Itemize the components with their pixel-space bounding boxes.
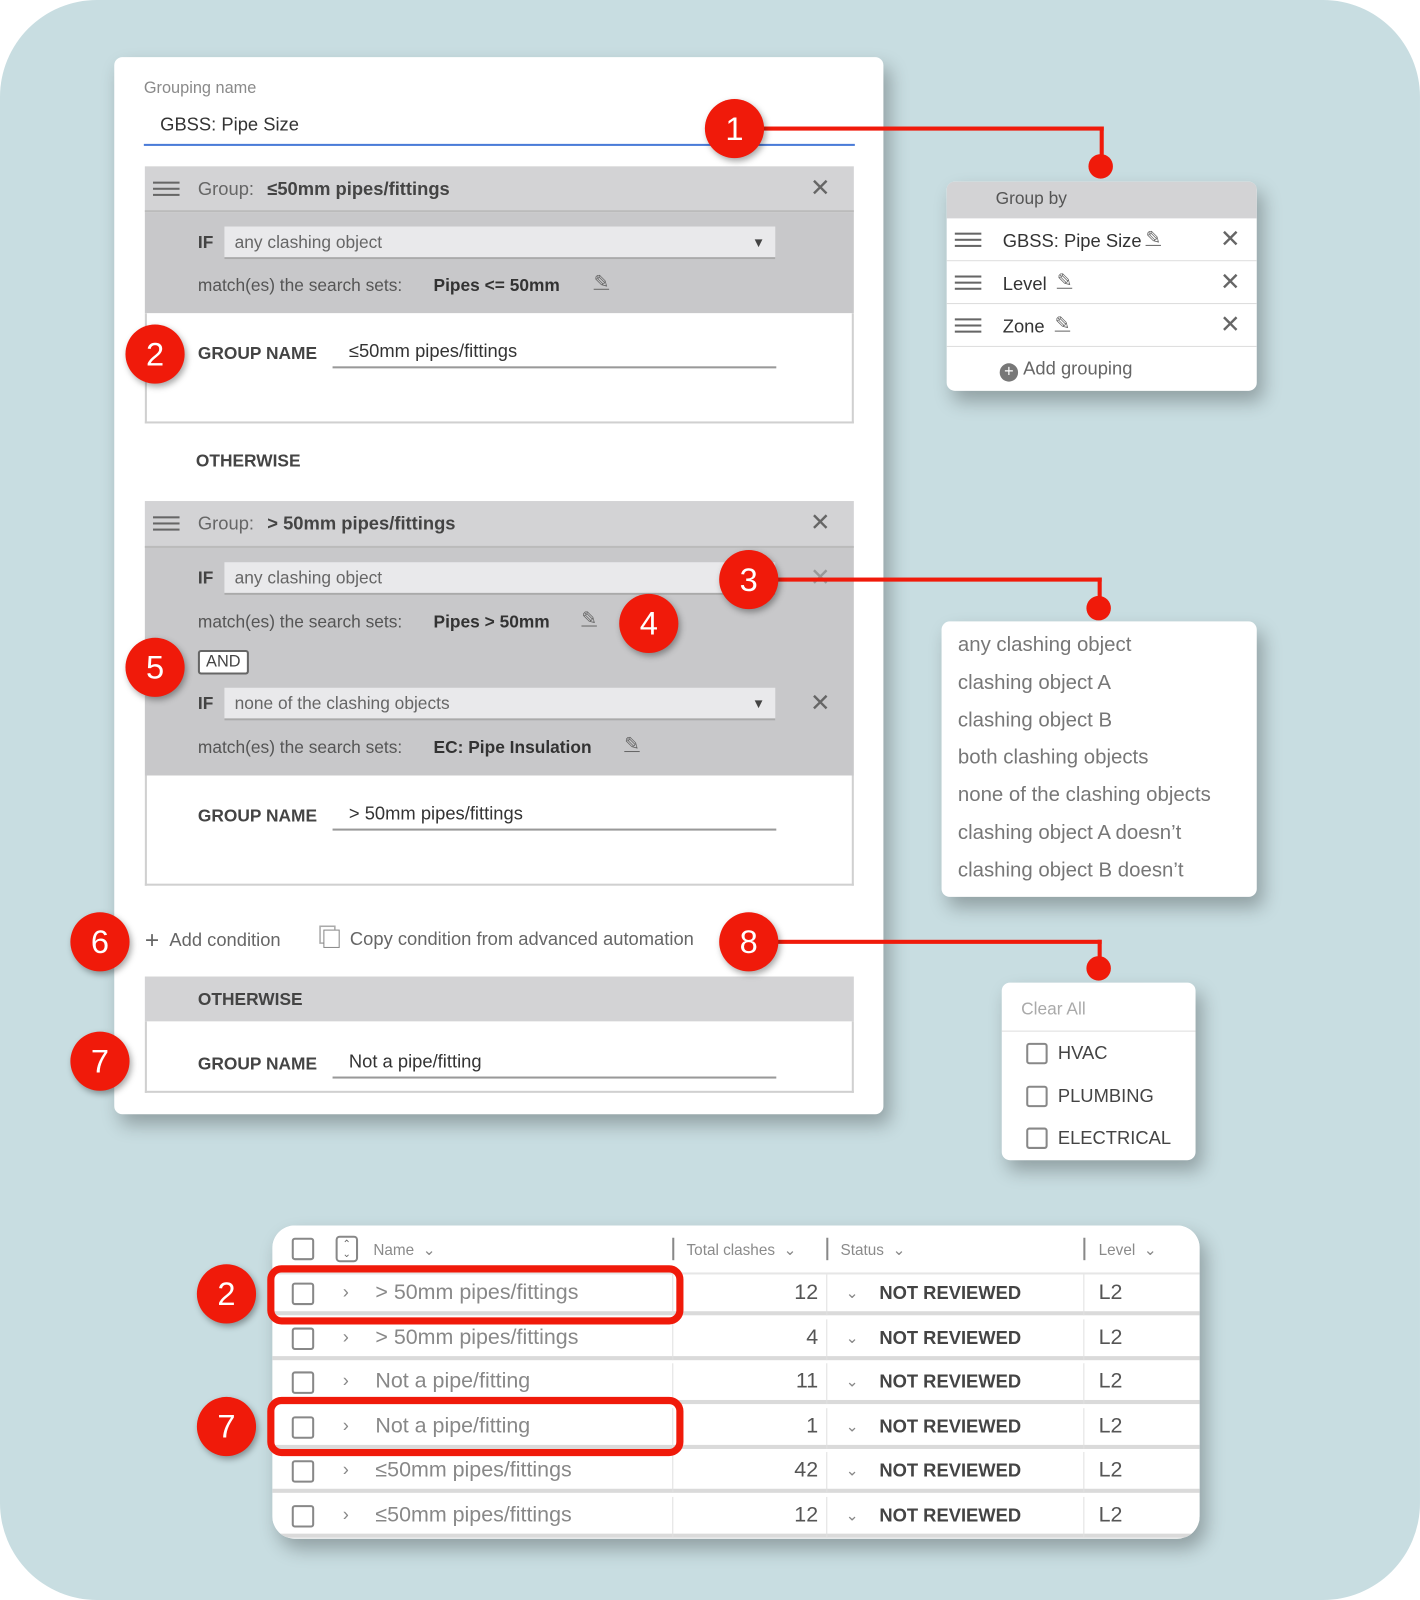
- callout-badge: 4: [619, 594, 678, 653]
- filter-checkbox[interactable]: [1026, 1128, 1047, 1149]
- status-chevron-icon[interactable]: ⌄: [845, 1418, 859, 1436]
- callout-badge: 2: [197, 1264, 256, 1323]
- status-chevron-icon[interactable]: ⌄: [845, 1462, 859, 1480]
- column-divider: [1083, 1452, 1084, 1493]
- row-checkbox[interactable]: [292, 1505, 314, 1527]
- plus-circle-icon: +: [1000, 363, 1018, 381]
- group-name-label: GROUP NAME: [197, 1054, 318, 1074]
- row-status: NOT REVIEWED: [879, 1282, 1022, 1304]
- edit-pencil-icon[interactable]: ✎: [1145, 227, 1161, 248]
- group-1-condition: [145, 212, 854, 313]
- row-level: L2: [1098, 1458, 1123, 1483]
- dropdown-option[interactable]: clashing object B doesn’t: [957, 858, 1184, 882]
- row-checkbox[interactable]: [292, 1372, 314, 1394]
- expand-chevron-icon[interactable]: ›: [342, 1370, 349, 1391]
- group-1-name-section: [145, 313, 854, 423]
- expand-chevron-icon[interactable]: ›: [342, 1415, 349, 1436]
- expand-chevron-icon[interactable]: ›: [342, 1504, 349, 1525]
- drag-handle-icon[interactable]: [955, 276, 982, 290]
- column-divider: [672, 1497, 673, 1538]
- group-prefix: Group:: [197, 178, 255, 199]
- connector-line: [763, 127, 1104, 131]
- table-row[interactable]: [272, 1497, 1199, 1538]
- row-total-clashes: 12: [794, 1503, 819, 1527]
- column-header-label: Name: [373, 1241, 415, 1260]
- expand-collapse-all-icon[interactable]: ⌃ ⌄: [336, 1236, 358, 1263]
- row-total-clashes: 4: [806, 1325, 819, 1349]
- connector-line: [777, 578, 1101, 582]
- edit-pencil-icon[interactable]: ✎: [581, 608, 597, 629]
- copy-condition-label: Copy condition from advanced automation: [349, 928, 694, 949]
- clear-all-button[interactable]: Clear All: [1021, 998, 1086, 1019]
- filter-option-label: ELECTRICAL: [1057, 1127, 1172, 1148]
- discipline-filter-panel: [1002, 983, 1196, 1161]
- group-2-header: [145, 501, 854, 548]
- expand-chevron-icon[interactable]: ›: [342, 1459, 349, 1480]
- connector-line: [777, 940, 1101, 944]
- if-label: IF: [197, 693, 214, 714]
- match-label: match(es) the search sets:: [197, 275, 403, 295]
- group-by-item[interactable]: [947, 304, 1257, 347]
- row-total-clashes: 1: [806, 1414, 819, 1438]
- group-name-label: GROUP NAME: [197, 806, 318, 826]
- search-set-value: Pipes <= 50mm: [433, 275, 560, 295]
- group-2-name-section: [145, 776, 854, 886]
- callout-badge: 2: [125, 324, 184, 383]
- if-select-value: none of the clashing objects: [234, 693, 450, 714]
- edit-pencil-icon[interactable]: ✎: [624, 733, 640, 755]
- if-dropdown-menu: [942, 621, 1257, 897]
- status-chevron-icon[interactable]: ⌄: [845, 1284, 859, 1303]
- row-checkbox[interactable]: [292, 1327, 314, 1349]
- group-name-input[interactable]: > 50mm pipes/fittings: [333, 800, 777, 831]
- row-level: L2: [1098, 1414, 1123, 1438]
- row-checkbox[interactable]: [292, 1461, 314, 1483]
- dropdown-arrow-icon: ▼: [751, 695, 766, 712]
- add-condition-label: Add condition: [169, 929, 281, 950]
- row-level: L2: [1098, 1325, 1123, 1349]
- row-status: NOT REVIEWED: [879, 1460, 1022, 1481]
- plus-icon: +: [144, 926, 160, 955]
- column-header-name[interactable]: Name ⌄: [373, 1241, 436, 1260]
- highlight-box: [267, 1397, 683, 1456]
- row-name: > 50mm pipes/fittings: [375, 1325, 579, 1349]
- otherwise-group-name-input[interactable]: Not a pipe/fitting: [333, 1048, 777, 1079]
- dropdown-option[interactable]: clashing object A doesn’t: [957, 821, 1182, 844]
- callout-badge: 6: [70, 912, 129, 971]
- divider: [1002, 1031, 1196, 1032]
- connector-dot: [1086, 596, 1110, 620]
- copy-condition-button[interactable]: [323, 929, 694, 950]
- callout-badge: 1: [705, 99, 764, 158]
- filter-checkbox[interactable]: [1026, 1085, 1047, 1106]
- group-2-title: > 50mm pipes/fittings: [267, 513, 456, 534]
- group-name-label: GROUP NAME: [197, 343, 318, 364]
- column-divider: [1083, 1274, 1084, 1315]
- close-icon[interactable]: ✕: [809, 509, 831, 537]
- if-select[interactable]: [224, 688, 775, 721]
- callout-badge: 3: [719, 550, 778, 609]
- close-icon[interactable]: ✕: [1220, 225, 1241, 254]
- if-select[interactable]: [224, 227, 775, 260]
- connector-dot: [1086, 956, 1110, 980]
- column-divider: [826, 1274, 827, 1315]
- column-header-level[interactable]: Level ⌄: [1098, 1241, 1157, 1260]
- match-label: match(es) the search sets:: [197, 737, 403, 758]
- edit-pencil-icon[interactable]: ✎: [1056, 270, 1073, 291]
- dropdown-option[interactable]: clashing object B: [957, 708, 1113, 732]
- filter-option-label: HVAC: [1057, 1042, 1108, 1064]
- otherwise-name-section: [145, 1021, 854, 1092]
- callout-badge: 7: [70, 1032, 129, 1091]
- status-chevron-icon[interactable]: ⌄: [845, 1507, 859, 1525]
- group-by-item[interactable]: [947, 261, 1257, 304]
- table-row[interactable]: [272, 1319, 1199, 1360]
- row-status: NOT REVIEWED: [879, 1327, 1022, 1348]
- if-select-value: any clashing object: [234, 232, 383, 253]
- dropdown-option[interactable]: none of the clashing objects: [957, 783, 1211, 807]
- edit-pencil-icon[interactable]: ✎: [1054, 313, 1071, 334]
- column-divider: [826, 1408, 827, 1449]
- match-label: match(es) the search sets:: [197, 612, 403, 632]
- select-all-checkbox[interactable]: [292, 1238, 314, 1260]
- copy-icon: [323, 930, 339, 948]
- dropdown-arrow-icon: ▼: [751, 234, 766, 250]
- row-name: Not a pipe/fitting: [375, 1369, 531, 1394]
- row-status: NOT REVIEWED: [879, 1416, 1022, 1437]
- and-operator-button[interactable]: AND: [198, 650, 249, 674]
- row-name: ≤50mm pipes/fittings: [375, 1503, 572, 1527]
- edit-pencil-icon[interactable]: ✎: [593, 271, 610, 292]
- close-icon[interactable]: ✕: [1220, 268, 1241, 296]
- dropdown-option[interactable]: any clashing object: [957, 633, 1132, 657]
- row-total-clashes: 11: [795, 1369, 819, 1394]
- close-icon[interactable]: ✕: [809, 174, 831, 203]
- column-header-label: Level: [1098, 1241, 1136, 1260]
- if-label: IF: [197, 232, 214, 253]
- row-level: L2: [1098, 1369, 1123, 1394]
- drag-handle-icon[interactable]: [153, 516, 180, 530]
- add-grouping-label: Add grouping: [1023, 358, 1133, 379]
- column-divider: [1083, 1363, 1084, 1404]
- drag-handle-icon[interactable]: [955, 233, 982, 247]
- search-set-value: Pipes > 50mm: [433, 612, 550, 632]
- expand-chevron-icon[interactable]: ›: [342, 1326, 349, 1347]
- group-1-header: [145, 166, 854, 212]
- callout-badge: 7: [197, 1397, 256, 1456]
- close-icon[interactable]: ✕: [809, 689, 831, 718]
- connector-dot: [1088, 154, 1112, 178]
- column-divider: [672, 1452, 673, 1493]
- group-by-item-label: Level: [1002, 273, 1047, 294]
- drag-handle-icon[interactable]: [153, 182, 180, 196]
- group-by-item-label: GBSS: Pipe Size: [1002, 230, 1142, 252]
- row-total-clashes: 12: [794, 1280, 819, 1305]
- row-level: L2: [1098, 1503, 1123, 1527]
- column-divider: [1083, 1408, 1084, 1449]
- column-divider: [826, 1452, 827, 1493]
- dropdown-option[interactable]: clashing object A: [957, 671, 1112, 694]
- callout-badge: 5: [125, 638, 184, 697]
- otherwise-label: OTHERWISE: [197, 989, 303, 1010]
- status-chevron-icon[interactable]: ⌄: [845, 1373, 859, 1391]
- column-divider: [1083, 1319, 1084, 1360]
- otherwise-header: [145, 977, 854, 1022]
- add-condition-button[interactable]: [145, 927, 281, 956]
- row-name: ≤50mm pipes/fittings: [375, 1458, 572, 1483]
- group-by-title: Group by: [947, 182, 1257, 219]
- column-divider[interactable]: [826, 1238, 828, 1260]
- column-header-label: Status: [840, 1241, 884, 1260]
- column-header-label: Total clashes: [686, 1241, 775, 1260]
- column-divider: [826, 1497, 827, 1538]
- grouping-name-label: Grouping name: [143, 79, 257, 97]
- dropdown-option[interactable]: both clashing objects: [957, 746, 1149, 769]
- otherwise-label: OTHERWISE: [195, 451, 301, 471]
- group-name-input[interactable]: ≤50mm pipes/fittings: [333, 338, 777, 369]
- search-set-value: EC: Pipe Insulation: [433, 737, 592, 758]
- row-status: NOT REVIEWED: [879, 1505, 1022, 1526]
- row-total-clashes: 42: [794, 1458, 819, 1483]
- group-by-item[interactable]: [947, 218, 1257, 261]
- filter-checkbox[interactable]: [1026, 1043, 1047, 1064]
- table-row[interactable]: [272, 1452, 1199, 1493]
- column-divider: [1083, 1497, 1084, 1538]
- status-chevron-icon[interactable]: ⌄: [845, 1329, 859, 1347]
- if-select-value: any clashing object: [234, 568, 383, 588]
- column-divider[interactable]: [1083, 1238, 1085, 1260]
- row-name: > 50mm pipes/fittings: [375, 1280, 579, 1305]
- close-icon[interactable]: ✕: [1220, 311, 1241, 339]
- column-divider: [826, 1363, 827, 1404]
- grouping-name-input[interactable]: GBSS: Pipe Size: [144, 114, 855, 146]
- if-label: IF: [197, 568, 214, 588]
- row-name: Not a pipe/fitting: [375, 1414, 531, 1438]
- group-prefix: Group:: [197, 513, 255, 534]
- column-divider: [826, 1319, 827, 1360]
- row-status: NOT REVIEWED: [879, 1371, 1022, 1393]
- group-by-panel: [947, 182, 1257, 391]
- group-by-item-label: Zone: [1002, 316, 1045, 337]
- expand-chevron-icon[interactable]: ›: [342, 1281, 349, 1303]
- add-grouping-button[interactable]: [1000, 358, 1133, 381]
- callout-badge: 8: [719, 912, 778, 971]
- column-divider: [672, 1319, 673, 1360]
- if-select[interactable]: [224, 562, 775, 595]
- column-divider[interactable]: [672, 1238, 674, 1260]
- column-header-total-clashes[interactable]: Total clashes ⌄: [686, 1241, 797, 1260]
- column-header-status[interactable]: Status ⌄: [840, 1241, 906, 1260]
- filter-option-label: PLUMBING: [1057, 1085, 1154, 1106]
- drag-handle-icon[interactable]: [955, 318, 982, 332]
- group-1-title: ≤50mm pipes/fittings: [267, 178, 450, 199]
- row-level: L2: [1098, 1280, 1123, 1305]
- highlight-box: [267, 1265, 683, 1324]
